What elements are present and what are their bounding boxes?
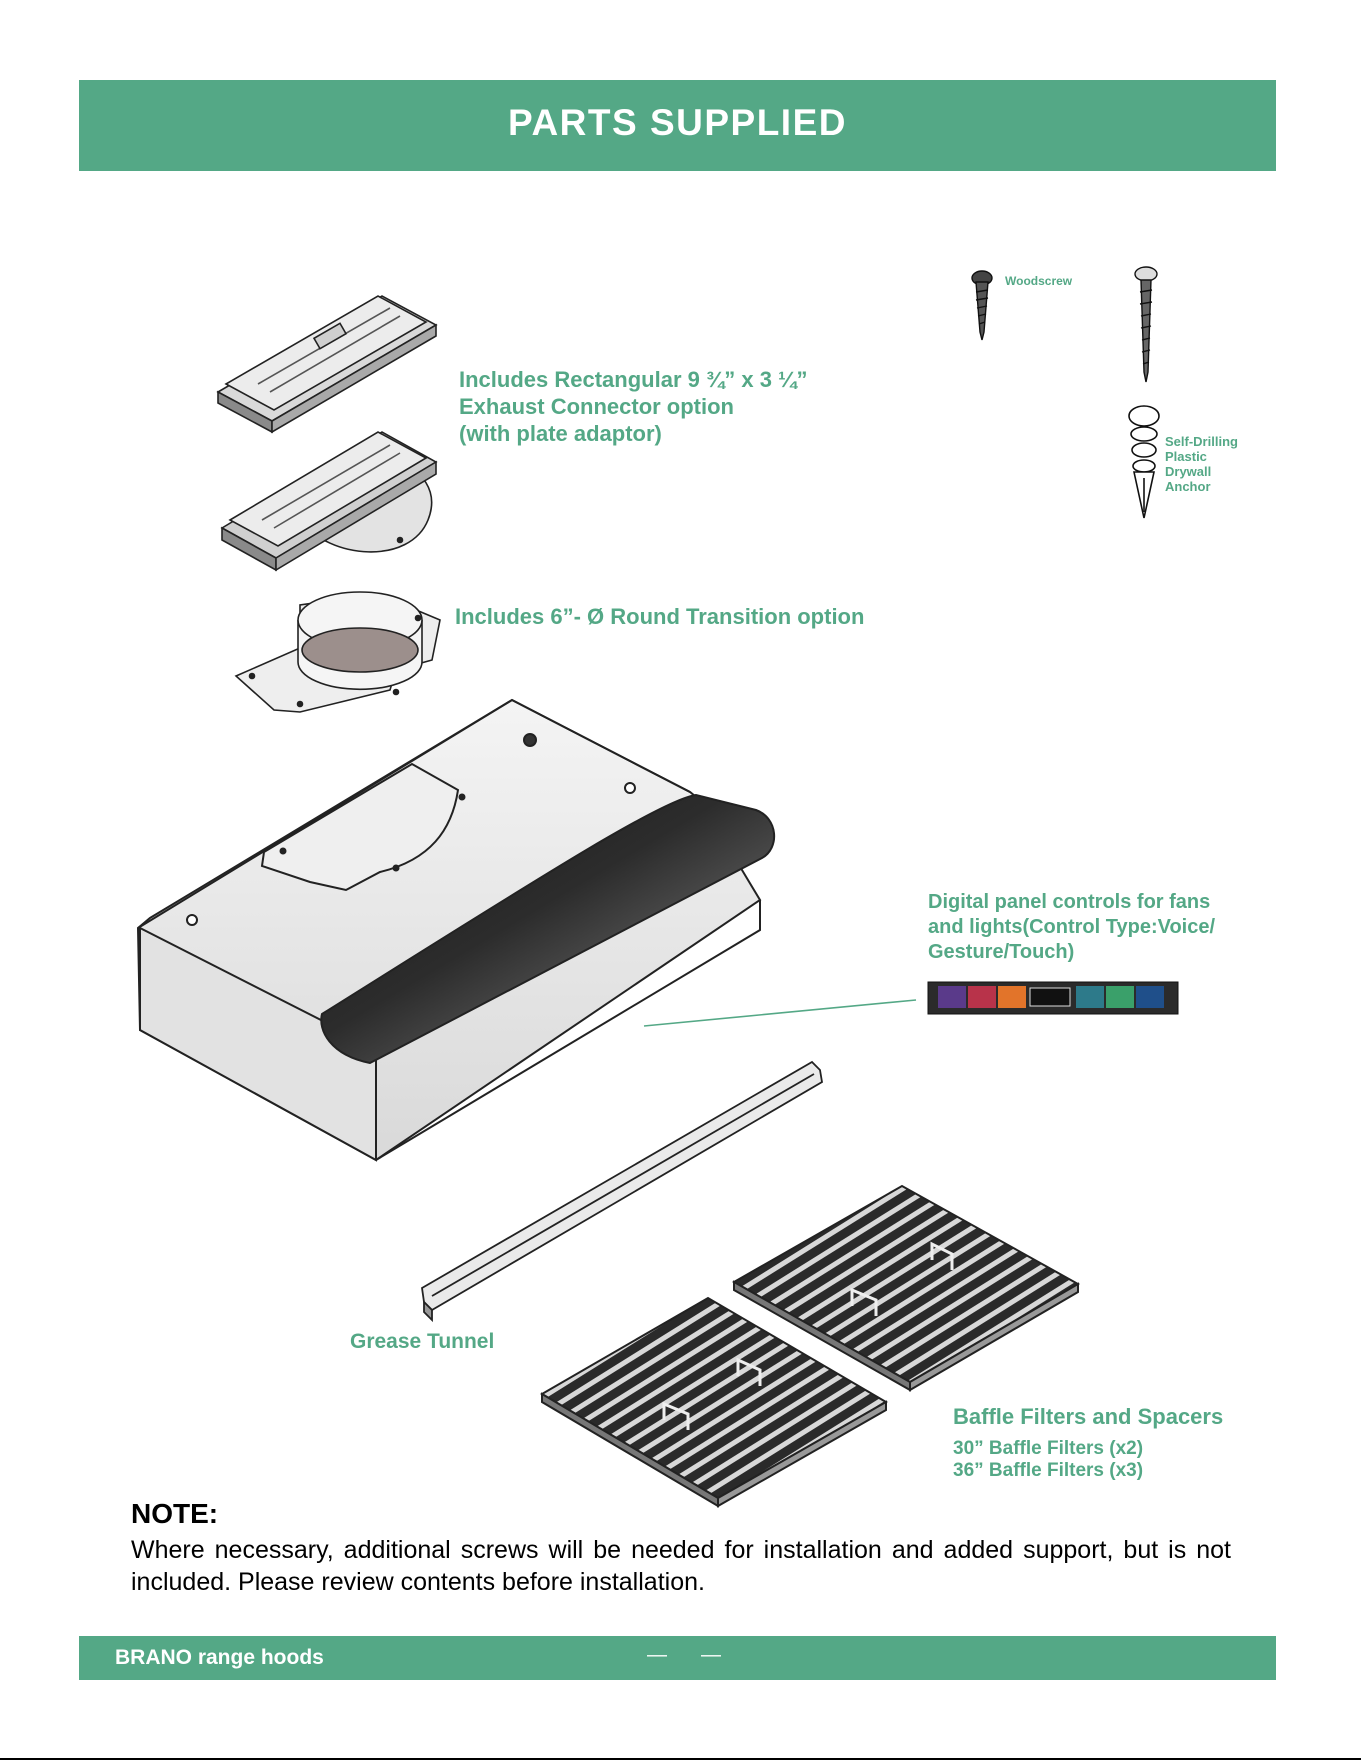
round-transition-illustration — [236, 592, 440, 712]
long-screw-illustration — [1135, 267, 1157, 382]
rect-connector-label-line: Exhaust Connector option — [459, 394, 734, 419]
note-body: Where necessary, additional screws will be needed for installation and added support, but is not included. Please review contents before installation. — [131, 1536, 1231, 1596]
digital-panel-label-line: Gesture/Touch) — [928, 941, 1075, 963]
footer-dash: — — [701, 1644, 721, 1666]
footer-brand: BRANO range hoods — [115, 1646, 324, 1669]
baffle-30-label: 30” Baffle Filters (x2) — [953, 1438, 1144, 1459]
range-hood-illustration — [138, 700, 774, 1160]
round-transition-label: Includes 6”- Ø Round Transition option — [455, 604, 865, 629]
digital-panel-label-line: and lights(Control Type:Voice/ — [928, 916, 1216, 938]
woodscrew-label: Woodscrew — [1005, 274, 1073, 288]
rect-connector-illustration — [218, 296, 436, 432]
grease-tunnel-label: Grease Tunnel — [350, 1330, 495, 1353]
panel-leader-line — [644, 1000, 916, 1026]
anchor-label-line: Drywall — [1165, 464, 1212, 479]
anchor-label-line: Self-Drilling — [1165, 434, 1238, 449]
rect-connector-plate-illustration — [222, 432, 436, 570]
rect-connector-label-line: Includes Rectangular 9 ¾” x 3 ¼” — [459, 367, 808, 392]
page-bottom-rule — [0, 1758, 1361, 1760]
baffle-title-label: Baffle Filters and Spacers — [953, 1404, 1224, 1429]
anchor-label-line: Anchor — [1165, 479, 1211, 494]
baffle-36-label: 36” Baffle Filters (x3) — [953, 1460, 1144, 1481]
page-title: PARTS SUPPLIED — [508, 102, 847, 143]
digital-panel-label — [928, 890, 1215, 965]
footer-dash: — — [647, 1644, 667, 1666]
woodscrew-illustration — [972, 271, 992, 340]
anchor-label — [1165, 434, 1238, 494]
rect-connector-label-line: (with plate adaptor) — [459, 421, 662, 446]
digital-panel-label-line: Digital panel controls for fans — [928, 891, 1211, 913]
digital-control-panel-illustration — [928, 982, 1178, 1014]
anchor-label-line: Plastic — [1165, 449, 1207, 464]
note-heading: NOTE: — [131, 1498, 219, 1529]
footer-banner — [79, 1636, 1276, 1680]
rect-connector-label — [459, 366, 807, 447]
drywall-anchor-illustration — [1129, 406, 1159, 518]
